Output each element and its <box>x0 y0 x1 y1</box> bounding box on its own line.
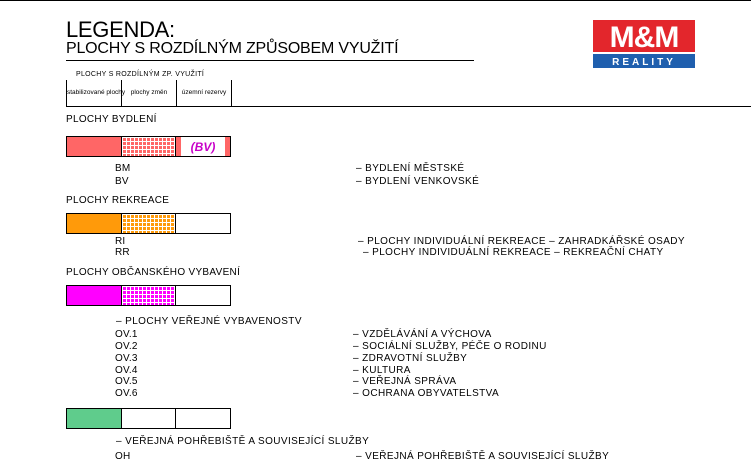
header-col-changes: plochy změn <box>122 80 177 106</box>
header-col-stabilized: stabilizované plochy <box>67 80 122 106</box>
swatch-reserve <box>176 137 230 156</box>
desc-bv: – BYDLENÍ VENKOVSKÉ <box>356 176 480 187</box>
section-heading-obcanske: PLOCHY OBČANSKÉHO VYBAVENÍ <box>66 267 241 278</box>
legend-subtitle: PLOCHY S ROZDÍLNÝM ZPŮSOBEM VYUŽITÍ <box>66 40 399 57</box>
code-ov4: OV.4 <box>115 365 138 376</box>
swatch-rekreace <box>66 213 231 234</box>
code-rr: RR <box>115 247 130 258</box>
svg-text:M&M: M&M <box>609 21 679 54</box>
swatch-reserve <box>176 286 230 305</box>
desc-ri: – PLOCHY INDIVIDUÁLNÍ REKREACE – ZAHRADKÁŘSKÉ OSADY <box>358 236 685 247</box>
desc-ov2: – SOCIÁLNÍ SLUŽBY, PÉČE O RODINU <box>353 341 547 352</box>
svg-text:REALITY: REALITY <box>612 57 676 68</box>
code-ov6: OV.6 <box>115 388 138 399</box>
swatch-obcanske <box>66 285 231 306</box>
swatch-reserve <box>176 409 230 428</box>
swatch-stabilized <box>67 409 122 428</box>
desc-ov5: – VEŘEJNÁ SPRÁVA <box>353 376 457 387</box>
swatch-stabilized <box>67 214 122 233</box>
swatch-pohrebiste <box>66 408 231 429</box>
header-caption: PLOCHY S ROZDÍLNÝM ZP. VYUŽITÍ <box>76 71 205 78</box>
desc-oh: – VEŘEJNÁ POHŘEBIŠTĚ A SOUVISEJÍCÍ SLUŽBY <box>356 451 610 462</box>
swatch-bydleni <box>66 136 231 157</box>
code-oh: OH <box>115 451 131 462</box>
code-ov1: OV.1 <box>115 329 138 340</box>
group-label-pohrebiste: – VEŘEJNÁ POHŘEBIŠTĚ A SOUVISEJÍCÍ SLUŽBY <box>116 436 370 447</box>
legend-title: LEGENDA: <box>66 17 175 42</box>
swatch-stabilized <box>67 286 122 305</box>
swatch-change <box>122 286 176 305</box>
desc-ov4: – KULTURA <box>353 365 411 376</box>
section-heading-bydleni: PLOCHY BYDLENÍ <box>66 114 157 125</box>
code-bm: BM <box>115 163 131 174</box>
header-columns <box>66 80 231 106</box>
desc-rr: – PLOCHY INDIVIDUÁLNÍ REKREACE – REKREAČNÍ CHATY <box>363 247 664 258</box>
swatch-change <box>122 214 176 233</box>
code-ov2: OV.2 <box>115 341 138 352</box>
desc-ov1: – VZDĚLÁVÁNÍ A VÝCHOVA <box>353 329 492 340</box>
section-heading-rekreace: PLOCHY REKREACE <box>66 195 170 206</box>
swatch-stabilized <box>67 137 122 156</box>
mm-reality-logo <box>593 20 695 68</box>
swatch-reserve <box>176 214 230 233</box>
code-ov3: OV.3 <box>115 353 138 364</box>
code-ov5: OV.5 <box>115 376 138 387</box>
reserve-label: (BV) <box>181 137 225 156</box>
subtitle-underline <box>66 60 474 61</box>
code-ri: RI <box>115 236 126 247</box>
desc-ov3: – ZDRAVOTNÍ SLUŽBY <box>353 353 468 364</box>
group-label-verejna-vybavenost: – PLOCHY VEŘEJNÉ VYBAVENOSTV <box>116 316 302 327</box>
code-bv: BV <box>115 176 129 187</box>
desc-ov6: – OCHRANA OBYVATELSTVA <box>353 388 500 399</box>
header-col-reserves: územní rezervy <box>177 80 232 106</box>
top-border <box>0 0 751 1</box>
header-rule <box>66 106 751 107</box>
swatch-change <box>122 137 176 156</box>
swatch-change <box>122 409 176 428</box>
desc-bm: – BYDLENÍ MĚSTSKÉ <box>356 163 465 174</box>
